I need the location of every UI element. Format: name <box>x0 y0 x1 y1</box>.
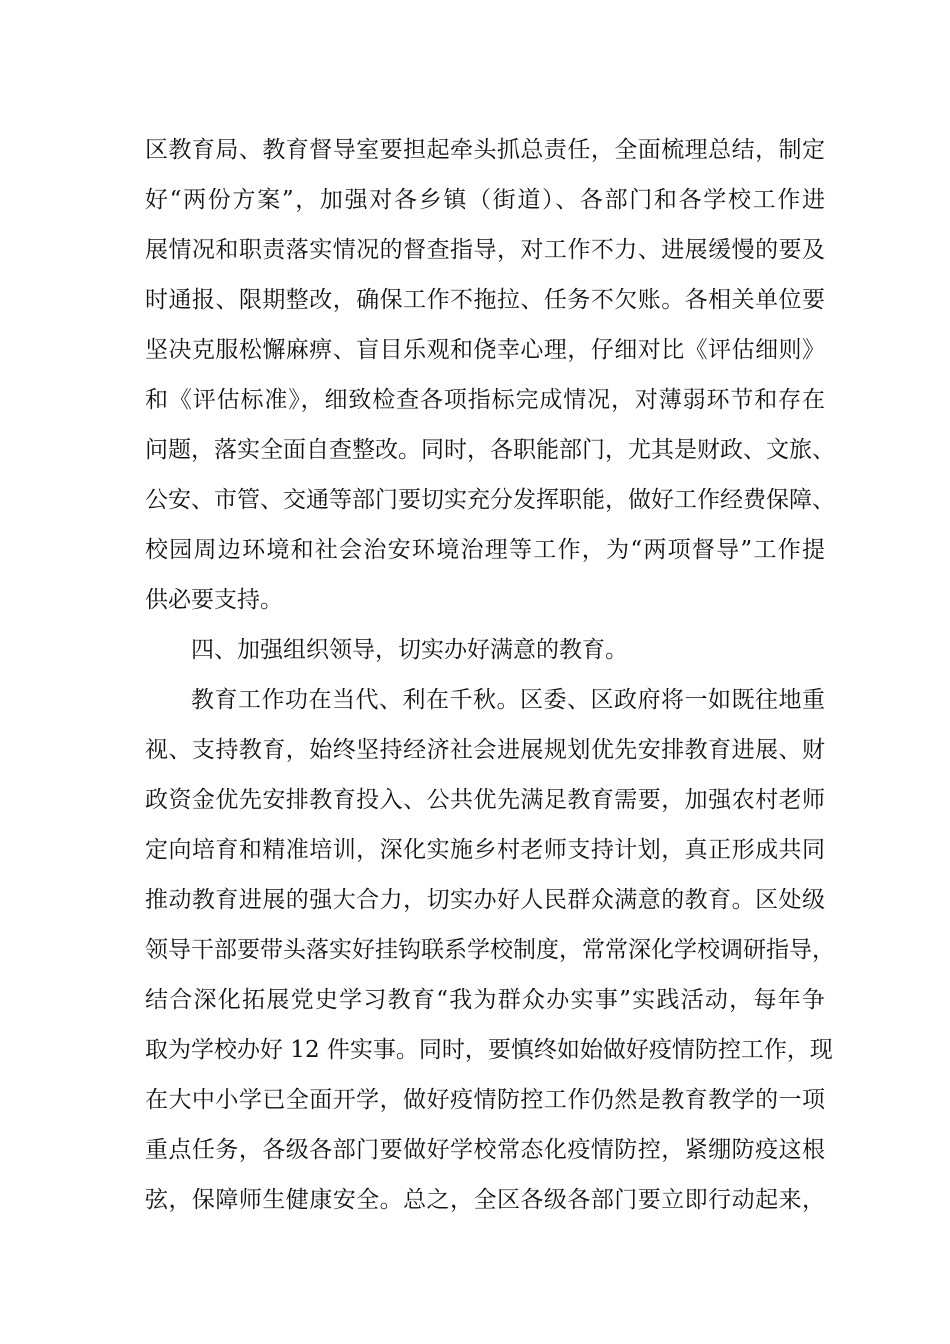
section-heading: 四、加强组织领导，切实办好满意的教育。 <box>191 637 628 663</box>
text-line: 坚决克服松懈麻痹、盲目乐观和侥幸心理，仔细对比《评估细则》 <box>145 337 825 363</box>
text-line: 定向培育和精准培训，深化实施乡村老师支持计划，真正形成共同 <box>145 837 825 863</box>
text-line: 重点任务，各级各部门要做好学校常态化疫情防控，紧绷防疫这根 <box>145 1137 825 1163</box>
text-line: 结合深化拓展党史学习教育“我为群众办实事”实践活动，每年争 <box>145 987 825 1013</box>
text-line: 校园周边环境和社会治安环境治理等工作，为“两项督导”工作提 <box>145 537 825 563</box>
text-line: 领导干部要带头落实好挂钩联系学校制度，常常深化学校调研指导， <box>145 937 835 963</box>
text-line: 视、支持教育，始终坚持经济社会进展规划优先安排教育进展、财 <box>145 737 825 763</box>
text-line: 区教育局、教育督导室要担起牵头抓总责任，全面梳理总结，制定 <box>145 137 825 163</box>
text-line: 和《评估标准》，细致检查各项指标完成情况，对薄弱环节和存在 <box>145 387 825 413</box>
text-line: 供必要支持。 <box>145 587 283 613</box>
text-line: 公安、市管、交通等部门要切实充分发挥职能，做好工作经费保障、 <box>145 487 835 513</box>
text-line: 在大中小学已全面开学，做好疫情防控工作仍然是教育教学的一项 <box>145 1087 825 1113</box>
text-line: 教育工作功在当代、利在千秋。区委、区政府将一如既往地重 <box>191 687 825 713</box>
text-line: 问题，落实全面自查整改。同时，各职能部门，尤其是财政、文旅、 <box>145 437 835 463</box>
text-line: 弦，保障师生健康安全。总之，全区各级各部门要立即行动起来， <box>145 1187 825 1213</box>
text-line: 政资金优先安排教育投入、公共优先满足教育需要，加强农村老师 <box>145 787 825 813</box>
text-line: 推动教育进展的强大合力，切实办好人民群众满意的教育。区处级 <box>145 887 825 913</box>
text-line: 取为学校办好 12 件实事。同时，要慎终如始做好疫情防控工作，现 <box>145 1037 833 1063</box>
text-line: 展情况和职责落实情况的督查指导，对工作不力、进展缓慢的要及 <box>145 237 825 263</box>
text-line: 时通报、限期整改，确保工作不拖拉、任务不欠账。各相关单位要 <box>145 287 825 313</box>
text-line: 好“两份方案”，加强对各乡镇（街道）、各部门和各学校工作进 <box>145 187 825 213</box>
